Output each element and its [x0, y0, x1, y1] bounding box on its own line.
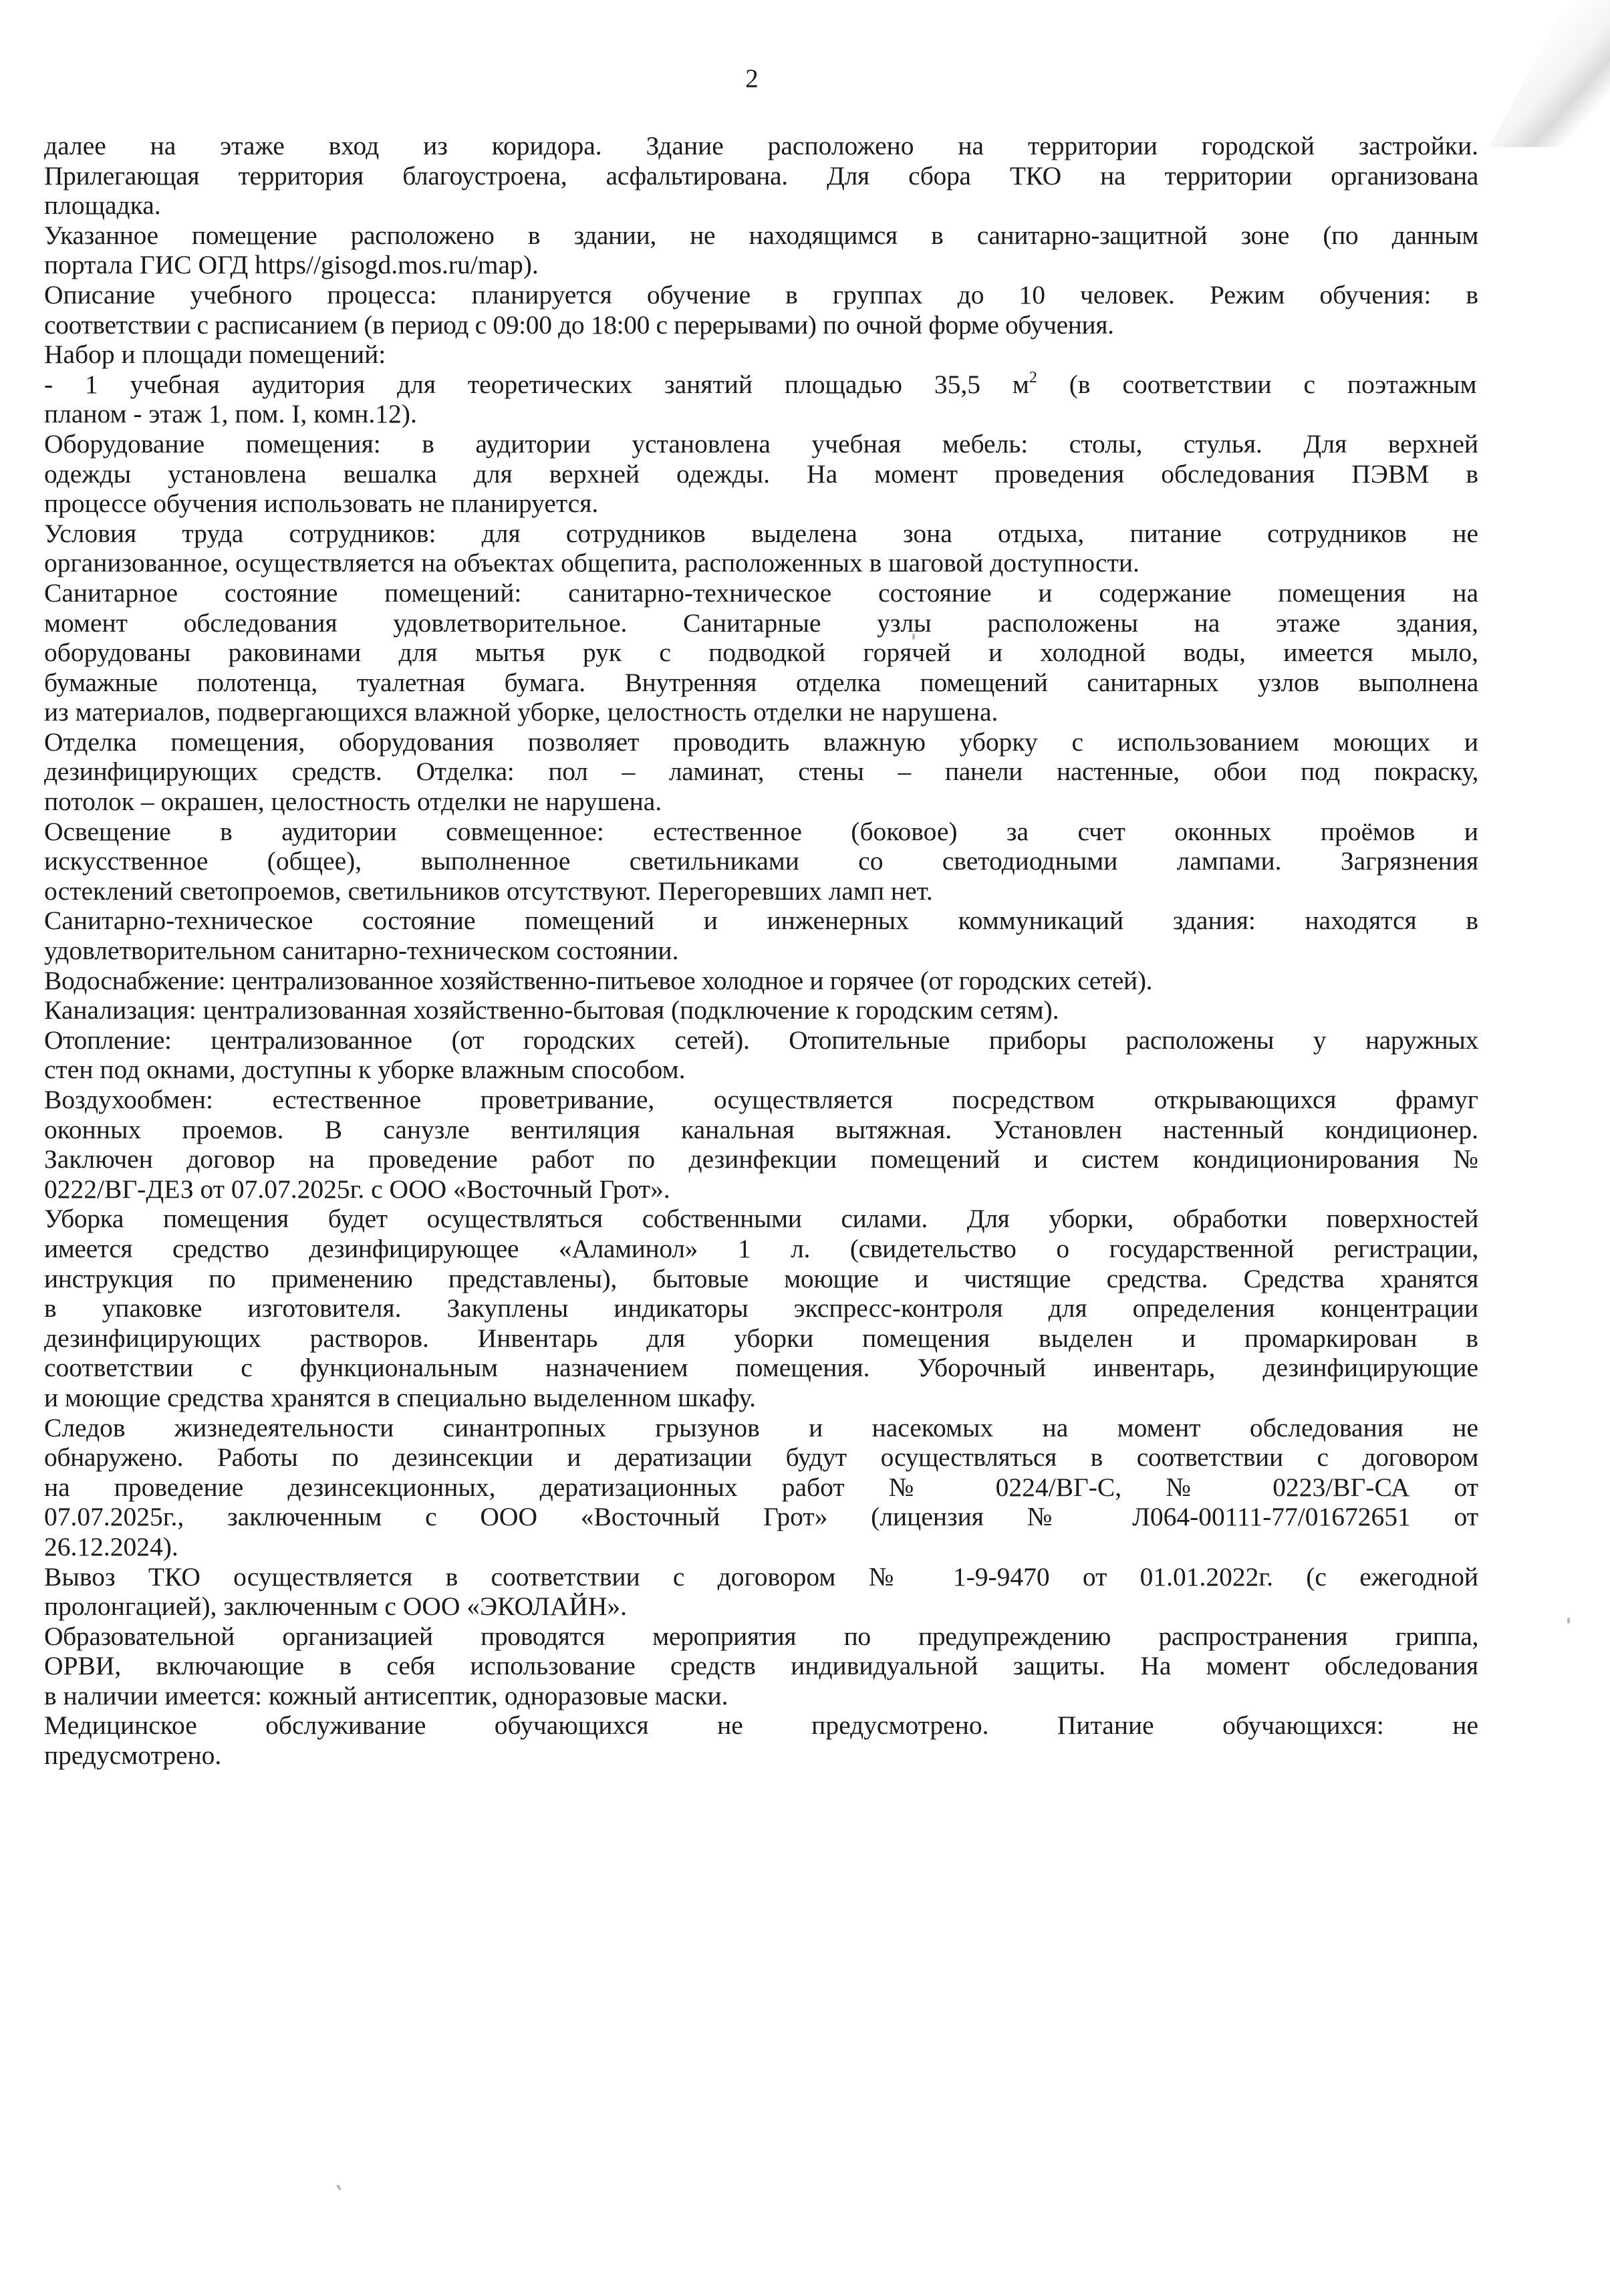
paragraph [44, 966, 1478, 996]
text-line: стен под окнами, доступны к уборке влажным способом. [44, 1055, 686, 1085]
text-line: Водоснабжение: централизованное хозяйственно-питьевое холодное и горячее (от городских сетей). [44, 965, 1153, 995]
text-line: дезинфицирующих растворов. Инвентарь для уборки помещения выделен и промаркирован в [44, 1323, 1478, 1353]
text-line: Санитарно-техническое состояние помещений и инженерных коммуникаций здания: находятся в [44, 906, 1478, 936]
paragraph [44, 1204, 1478, 1412]
paragraph [44, 906, 1478, 965]
paragraph [44, 727, 1478, 817]
paragraph [44, 1085, 1478, 1204]
paragraph [44, 370, 1478, 429]
text-line: оборудованы раковинами для мытья рук с подводкой горячей и холодной воды, имеется мыло, [44, 638, 1478, 668]
text-line: Условия труда сотрудников: для сотрудников выделена зона отдыха, питание сотрудников не [44, 518, 1478, 548]
text-line: Вывоз ТКО осуществляется в соответствии с договором № 1-9-9470 от 01.01.2022г. (с ежегодной [44, 1561, 1478, 1591]
text-line: портала ГИС ОГД https//gisogd.mos.ru/map). [44, 250, 539, 280]
text-line: искусственное (общее), выполненное светильниками со светодиодными лампами. Загрязнения [44, 846, 1478, 876]
text-line: Описание учебного процесса: планируется обучение в группах до 10 человек. Режим обучения: в [44, 279, 1478, 309]
text-line: инструкция по применению представлены), бытовые моющие и чистящие средства. Средства хранятся [44, 1263, 1478, 1293]
page-curl-shadow [1489, 0, 1610, 147]
text-line: Санитарное состояние помещений: санитарно-техническое состояние и содержание помещения на [44, 578, 1478, 608]
text-segment: - 1 учебная аудитория для теоретических занятий площадью 35,5 м [44, 369, 1029, 399]
text-line: удовлетворительном санитарно-техническом состоянии. [44, 936, 679, 966]
paragraph [44, 131, 1478, 221]
scan-speck [336, 2184, 342, 2191]
paragraph [44, 817, 1478, 906]
text-line: одежды установлена вешалка для верхней одежды. На момент проведения обследования ПЭВМ в [44, 459, 1478, 489]
text-line: Отопление: централизованное (от городских сетей). Отопительные приборы расположены у наружных [44, 1025, 1478, 1055]
text-line: Заключен договор на проведение работ по дезинфекции помещений и систем кондиционирования № [44, 1144, 1478, 1174]
text-line: Уборка помещения будет осуществляться собственными силами. Для уборки, обработки поверхностей [44, 1204, 1478, 1234]
text-segment: (в соответствии с поэтажным [1037, 369, 1477, 399]
paragraph [44, 1025, 1478, 1085]
text-line: Следов жизнедеятельности синантропных грызунов и насекомых на момент обследования не [44, 1412, 1478, 1442]
text-line: Прилегающая территория благоустроена, асфальтирована. Для сбора ТКО на территории организована [44, 160, 1478, 190]
text-line: площадка. [44, 190, 161, 221]
text-line: Оборудование помещения: в аудитории установлена учебная мебель: столы, стулья. Для верхней [44, 428, 1478, 459]
text-line: имеется средство дезинфицирующее «Аламинол» 1 л. (свидетельство о государственной регистрации, [44, 1233, 1478, 1263]
paragraph [44, 280, 1478, 340]
text-line: из материалов, подвергающихся влажной уборке, целостность отделки не нарушена. [44, 697, 998, 727]
text-line: на проведение дезинсекционных, дератизационных работ № 0224/ВГ-С, № 0223/ВГ-СА от [44, 1472, 1478, 1502]
text-line: далее на этаже вход из коридора. Здание расположено на территории городской застройки. [44, 131, 1478, 160]
text-line: 26.12.2024). [44, 1531, 178, 1561]
text-line: бумажные полотенца, туалетная бумага. Внутренняя отделка помещений санитарных узлов выполнена [44, 667, 1478, 697]
text-line: Воздухообмен: естественное проветривание, осуществляется посредством открывающихся фрамуг [44, 1085, 1478, 1114]
superscript: 2 [1029, 368, 1037, 386]
text-line: планом - этаж 1, пом. I, комн.12). [44, 399, 417, 429]
text-line: предусмотрено. [44, 1741, 222, 1771]
paragraph [44, 221, 1478, 280]
text-line: соответствии с расписанием (в период с 09:00 до 18:00 с перерывами) по очной форме обучения. [44, 309, 1114, 340]
text-line: 07.07.2025г., заключенным с ООО «Восточный Грот» (лицензия № Л064-00111-77/01672651 от [44, 1502, 1478, 1532]
text-line: Образовательной организацией проводятся мероприятия по предупреждению распространения гриппа, [44, 1621, 1478, 1651]
text-line: потолок – окрашен, целостность отделки не нарушена. [44, 787, 662, 817]
text-line: Медицинское обслуживание обучающихся не предусмотрено. Питание обучающихся: не [44, 1710, 1478, 1741]
text-line: в упаковке изготовителя. Закуплены индикаторы экспресс-контроля для определения концентрации [44, 1293, 1478, 1323]
paragraph [44, 1562, 1478, 1622]
text-line: Набор и площади помещений: [44, 340, 386, 370]
scan-speck [1567, 1618, 1570, 1624]
paragraph [44, 1622, 1478, 1711]
text-line: пролонгацией), заключенным с ООО «ЭКОЛАЙН». [44, 1591, 628, 1622]
text-line: обнаружено. Работы по дезинсекции и дератизации будут осуществляться в соответствии с договором [44, 1442, 1478, 1473]
text-line: соответствии с функциональным назначением помещения. Уборочный инвентарь, дезинфицирующие [44, 1353, 1478, 1383]
text-line: в наличии имеется: кожный антисептик, одноразовые маски. [44, 1680, 728, 1710]
text-line: Освещение в аудитории совмещенное: естественное (боковое) за счет оконных проёмов и [44, 816, 1478, 846]
paragraph [44, 1413, 1478, 1562]
paragraph [44, 519, 1478, 578]
text-line: Отделка помещения, оборудования позволяет проводить влажную уборку с использованием моющих и [44, 727, 1478, 757]
text-line: оконных проемов. В санузле вентиляция канальная вытяжная. Установлен настенный кондиционер. [44, 1114, 1478, 1144]
paragraph [44, 340, 1478, 370]
paragraph [44, 1710, 1478, 1770]
text-line: 0222/ВГ-ДЕЗ от 07.07.2025г. с ООО «Восточный Грот». [44, 1174, 670, 1204]
text-line [44, 370, 1478, 400]
text-line: остеклений светопроемов, светильников отсутствуют. Перегоревших ламп нет. [44, 876, 933, 906]
text-line: Канализация: централизованная хозяйственно-бытовая (подключение к городским сетям). [44, 995, 1059, 1025]
text-line: и моющие средства хранятся в специально выделенном шкафу. [44, 1382, 757, 1412]
document-body [44, 131, 1478, 1771]
paragraph [44, 429, 1478, 519]
text-line: Указанное помещение расположено в здании, не находящимся в санитарно-защитной зоне (по данным [44, 220, 1478, 250]
text-line: момент обследования удовлетворительное. Санитарные узлы расположены на этаже здания, [44, 608, 1478, 638]
text-line: дезинфицирующих средств. Отделка: пол – ламинат, стены – панели настенные, обои под покраску, [44, 757, 1478, 787]
text-line: организованное, осуществляется на объектах общепита, расположенных в шаговой доступности. [44, 548, 1139, 578]
text-line: ОРВИ, включающие в себя использование средств индивидуальной защиты. На момент обследования [44, 1651, 1478, 1681]
text-line: процессе обучения использовать не планируется. [44, 489, 599, 519]
paragraph [44, 578, 1478, 727]
paragraph [44, 995, 1478, 1025]
page-number: 2 [745, 64, 759, 93]
